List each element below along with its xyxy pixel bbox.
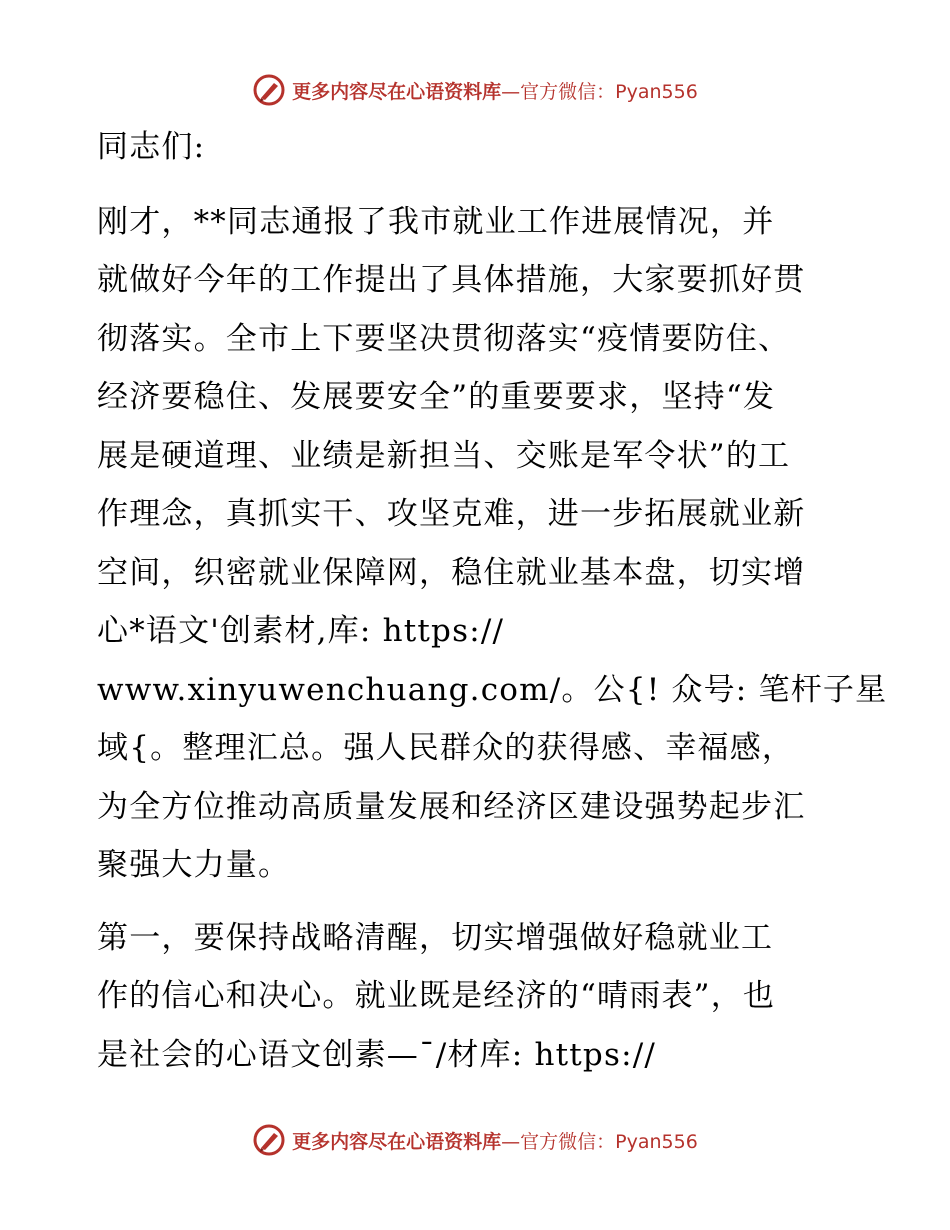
paragraph-line: 域{。整理汇总。强人民群众的获得感、幸福感， xyxy=(97,730,795,766)
header-banner-main: 更多内容尽在心语资料库 xyxy=(292,80,502,103)
header-banner xyxy=(0,70,950,110)
salutation-line: 同志们: xyxy=(97,129,206,165)
paragraph-2 xyxy=(97,909,857,1085)
header-banner-text xyxy=(292,77,698,104)
footer-banner-main: 更多内容尽在心语资料库 xyxy=(292,1130,502,1153)
footer-banner-text xyxy=(292,1127,698,1154)
paragraph-line: 作理念，真抓实干、攻坚克难，进一步拓展就业新 xyxy=(97,496,806,532)
paragraph-line: www.xinyuwenchuang.com/。公{! 众号: 笔杆子星 xyxy=(97,671,888,708)
paragraph-line: 作的信心和决心。就业既是经济的“晴雨表”，也 xyxy=(97,978,776,1014)
paragraph-line: 聚强大力量。 xyxy=(97,847,291,883)
paragraph-line: 是社会的心语文创素—¯/材库: https:// xyxy=(97,1036,657,1073)
pen-logo-icon xyxy=(252,73,286,107)
paragraph-line: 空间，织密就业保障网，稳住就业基本盘，切实增 xyxy=(97,554,806,591)
paragraph-1 xyxy=(97,193,888,895)
paragraph-line: 心*语文'创素材,库: https:// xyxy=(97,613,505,649)
header-banner-tail: —官方微信：Pyan556 xyxy=(501,80,698,103)
paragraph-line: 就做好今年的工作提出了具体措施，大家要抓好贯 xyxy=(97,262,806,298)
salutation xyxy=(97,118,857,177)
pen-logo-icon xyxy=(252,1123,286,1157)
paragraph-line: 彻落实。全市上下要坚决贯彻落实“疫情要防住、 xyxy=(97,320,791,357)
footer-banner xyxy=(0,1120,950,1160)
paragraph-line: 第一，要保持战略清醒，切实增强做好稳就业工 xyxy=(97,919,774,956)
paragraph-line: 经济要稳住、发展要安全”的重要要求，坚持“发 xyxy=(97,379,776,415)
paragraph-line: 刚才，**同志通报了我市就业工作进展情况，并 xyxy=(97,203,775,240)
paragraph-line: 为全方位推动高质量发展和经济区建设强势起步汇 xyxy=(97,788,806,825)
paragraph-line: 展是硬道理、业绩是新担当、交账是军令状”的工 xyxy=(97,437,791,474)
document-body xyxy=(97,118,888,1084)
footer-banner-tail: —官方微信：Pyan556 xyxy=(501,1130,698,1153)
